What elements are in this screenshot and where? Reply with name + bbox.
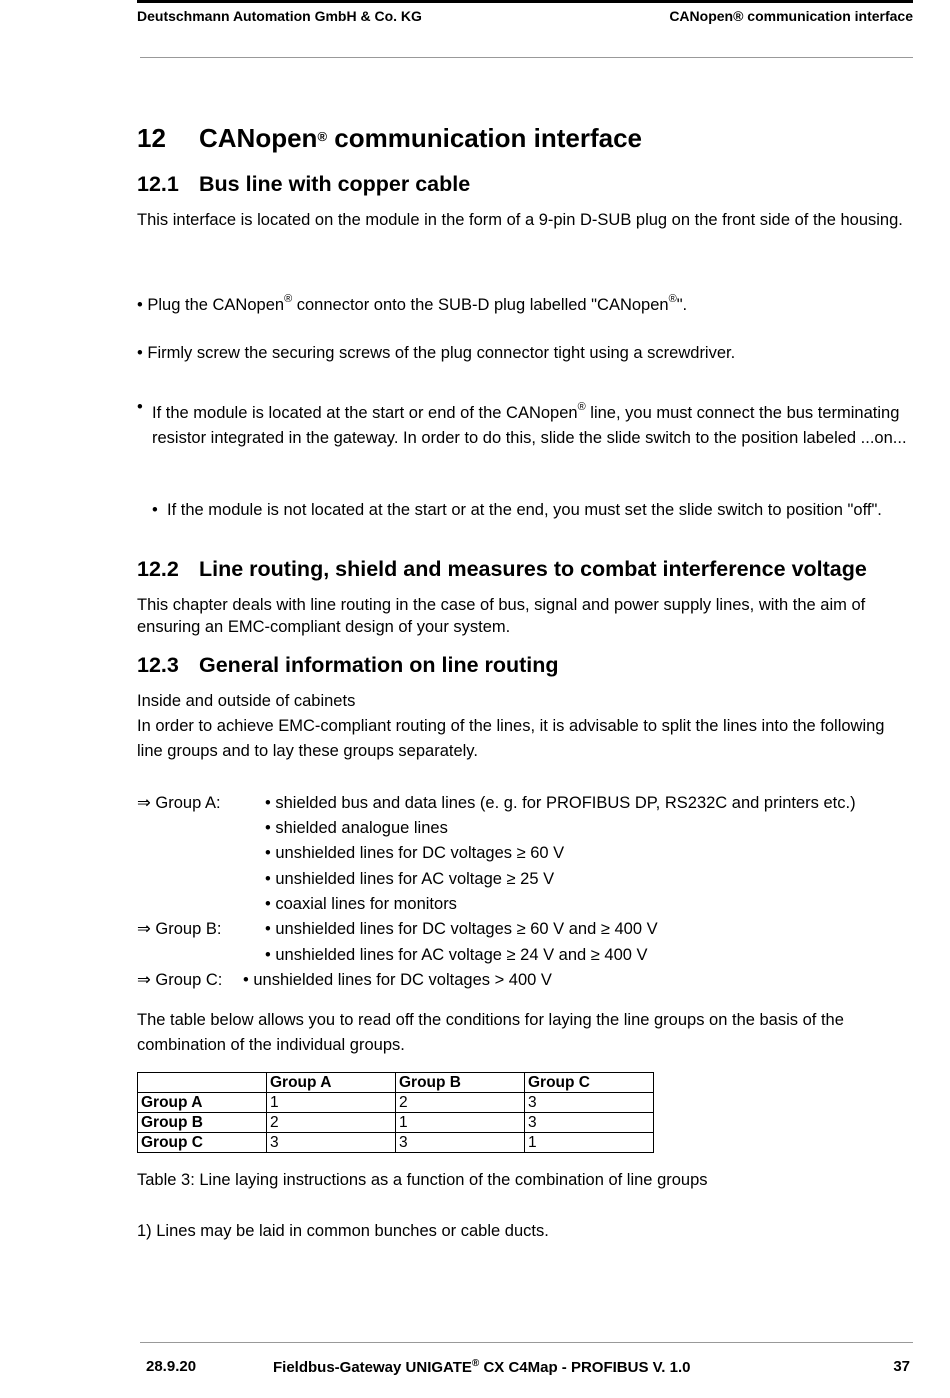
group-b-item: • unshielded lines for DC voltages ≥ 60 V and ≥ 400 V xyxy=(265,920,658,938)
group-a-item: • unshielded lines for AC voltage ≥ 25 V xyxy=(265,870,555,888)
chapter-title: CANopen xyxy=(199,123,318,153)
group-c-label: ⇒ Group C: xyxy=(137,971,223,989)
table-header-cell: Group B xyxy=(396,1073,525,1093)
paragraph-line-groups: In order to achieve EMC-compliant routing of the lines, it is advisable to split the lines into the following line groups and to lay these groups separately. xyxy=(137,717,885,760)
table-header-row xyxy=(138,1073,654,1093)
footer-title xyxy=(273,1358,690,1376)
registered-mark: ® xyxy=(284,293,293,305)
section-title: Line routing, shield and measures to combat interference voltage xyxy=(199,557,867,581)
header-company: Deutschmann Automation GmbH & Co. KG xyxy=(137,8,422,24)
paragraph-table-intro: The table below allows you to read off the conditions for laying the line groups on the basis of the combination of the individual groups. xyxy=(137,1011,844,1054)
section-heading-12-3 xyxy=(137,653,559,678)
footer-date: 28.9.20 xyxy=(146,1358,197,1375)
bullet-text-a: Plug the CANopen xyxy=(147,296,285,314)
group-a-item: • unshielded lines for DC voltages ≥ 60 V xyxy=(265,844,565,862)
table-caption: Table 3: Line laying instructions as a function of the combination of line groups xyxy=(137,1171,708,1189)
registered-mark: ® xyxy=(577,401,586,413)
bullet-text-a: If the module is located at the start or end of the CANopen xyxy=(152,404,578,422)
footer-divider xyxy=(140,1342,913,1343)
section-number: 12.3 xyxy=(137,653,179,677)
paragraph-interface-location: This interface is located on the module in the form of a 9-pin D-SUB plug on the front side of the housing. xyxy=(137,211,903,229)
table-row xyxy=(138,1113,654,1133)
table-header-cell xyxy=(138,1073,267,1093)
table-cell: 3 xyxy=(396,1133,525,1153)
registered-mark: ® xyxy=(668,293,677,305)
bullet-mark: • xyxy=(137,296,143,314)
group-a-item: • coaxial lines for monitors xyxy=(265,895,457,913)
table-cell: 1 xyxy=(525,1133,654,1153)
table-row-header: Group A xyxy=(138,1093,267,1113)
table-cell: 2 xyxy=(396,1093,525,1113)
table-header-cell: Group C xyxy=(525,1073,654,1093)
table-header-cell: Group A xyxy=(267,1073,396,1093)
table-row-header: Group C xyxy=(138,1133,267,1153)
group-a-item: • shielded bus and data lines (e. g. for PROFIBUS DP, RS232C and printers etc.) xyxy=(265,794,856,812)
group-a-item: • shielded analogue lines xyxy=(265,819,448,837)
bullet-text-b: connector onto the SUB-D plug labelled "CANopen xyxy=(292,296,669,314)
bullet-slide-switch-off xyxy=(152,498,912,523)
group-a-label: ⇒ Group A: xyxy=(137,794,221,812)
section-title: Bus line with copper cable xyxy=(199,172,471,196)
bullet-body xyxy=(152,395,910,451)
chapter-number: 12 xyxy=(137,123,166,153)
table-cell: 1 xyxy=(396,1113,525,1133)
top-rule xyxy=(137,0,913,3)
bullet-text-c: ". xyxy=(676,296,688,314)
registered-mark: ® xyxy=(471,1358,480,1369)
table-cell: 1 xyxy=(267,1093,396,1113)
bullet-mark: • xyxy=(137,398,143,416)
bullet-screw-connector xyxy=(137,341,897,366)
section-title: General information on line routing xyxy=(199,653,559,677)
bullet-mark: • xyxy=(137,344,143,362)
header-section: CANopen® communication interface xyxy=(669,8,913,24)
table-row xyxy=(138,1093,654,1113)
table-cell: 2 xyxy=(267,1113,396,1133)
group-b-item: • unshielded lines for AC voltage ≥ 24 V and ≥ 400 V xyxy=(265,946,648,964)
chapter-heading xyxy=(137,124,642,151)
footer-title-text: Fieldbus-Gateway UNIGATE xyxy=(273,1359,472,1376)
section-heading-12-1 xyxy=(137,172,470,197)
registered-mark: ® xyxy=(317,129,328,144)
section-number: 12.1 xyxy=(137,172,179,196)
paragraph-cabinets: Inside and outside of cabinets xyxy=(137,692,356,710)
table-cell: 3 xyxy=(525,1093,654,1113)
section-heading-12-2 xyxy=(137,557,867,582)
page-number: 37 xyxy=(893,1358,910,1375)
group-b-label: ⇒ Group B: xyxy=(137,920,222,938)
bullet-plug-connector xyxy=(137,287,897,318)
bullet-mark: • xyxy=(152,501,158,519)
line-laying-table xyxy=(137,1072,654,1153)
bullet-text: Firmly screw the securing screws of the plug connector tight using a screwdriver. xyxy=(147,344,736,362)
table-cell: 3 xyxy=(267,1133,396,1153)
bullet-terminating-resistor xyxy=(137,395,912,451)
group-c-item: • unshielded lines for DC voltages > 400 V xyxy=(243,971,552,989)
bullet-text-b: line, you must connect the bus terminating resistor integrated in the gateway. In order to do this, slide the slide switch to the position labeled ...on... xyxy=(152,404,907,447)
chapter-title-rest: communication interface xyxy=(327,123,642,153)
paragraph-line-routing-intro: This chapter deals with line routing in the case of bus, signal and power supply lines, with the aim of ensuring an EMC-compliant design of your system. xyxy=(137,596,866,636)
header-divider xyxy=(140,57,913,58)
footer-title-rest: CX C4Map - PROFIBUS V. 1.0 xyxy=(479,1359,691,1376)
bullet-text: If the module is not located at the start or at the end, you must set the slide switch to position "off". xyxy=(167,501,882,519)
footnote-1: 1) Lines may be laid in common bunches or cable ducts. xyxy=(137,1222,549,1240)
section-number: 12.2 xyxy=(137,557,179,581)
table-row xyxy=(138,1133,654,1153)
table-row-header: Group B xyxy=(138,1113,267,1133)
table-cell: 3 xyxy=(525,1113,654,1133)
